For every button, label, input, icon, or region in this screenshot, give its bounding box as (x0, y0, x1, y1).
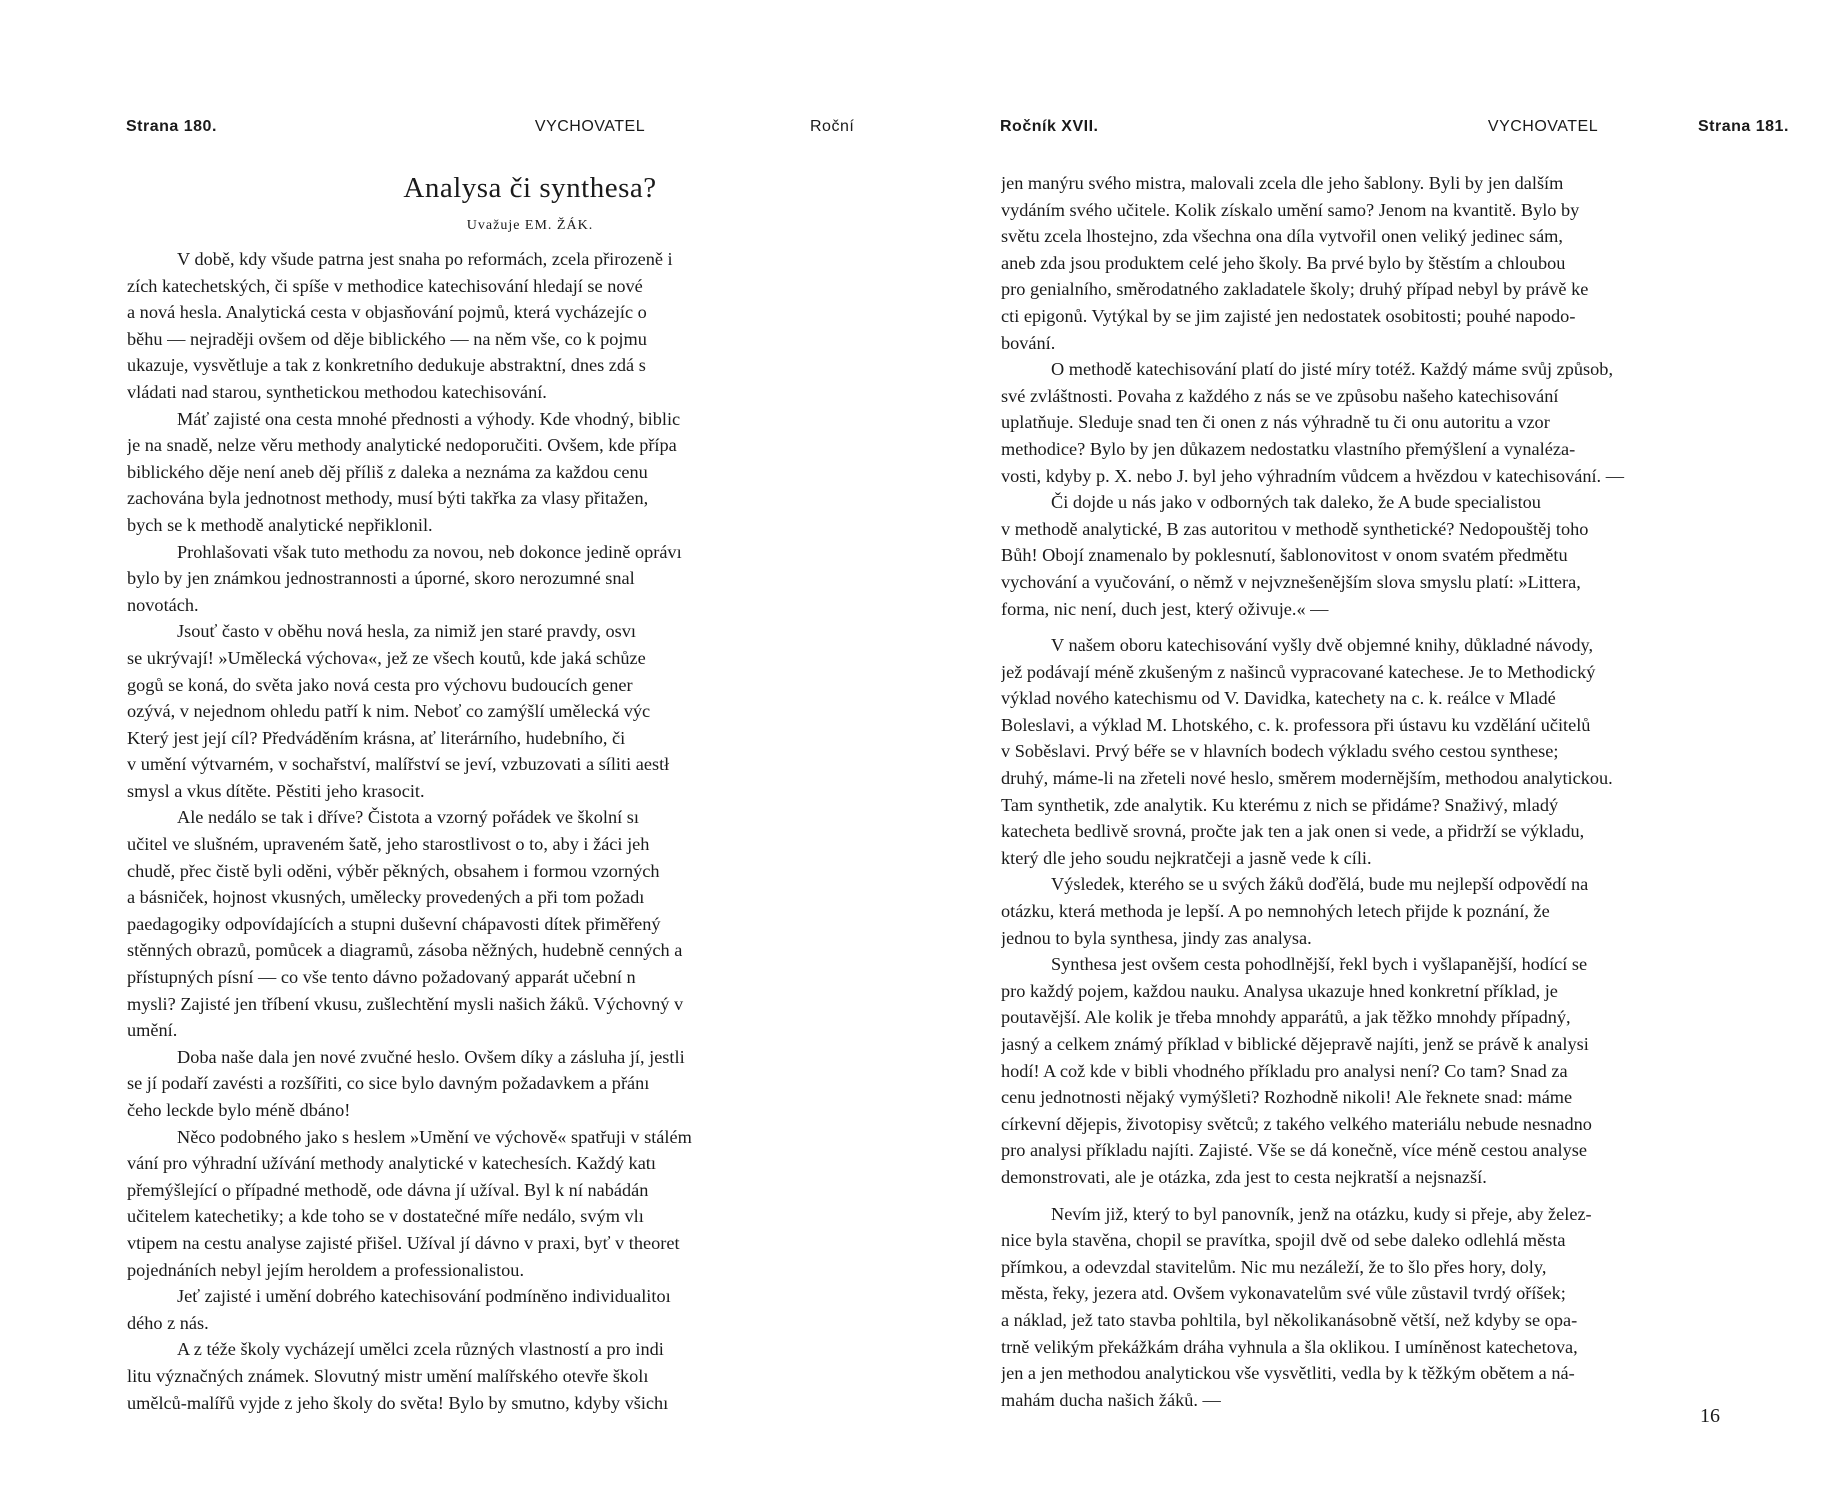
text-line: forma, nic není, duch jest, který oživuje.« — (1001, 598, 1329, 619)
paragraph-gap (1001, 1191, 1703, 1201)
text-line: vydáním svého učitele. Kolik získalo umění samo? Jenom na kvantitě. Bylo by (1001, 199, 1580, 220)
right-text-column (1001, 170, 1703, 1413)
text-line: smysl a vkus dítěte. Pěstiti jeho krasocit. (127, 780, 425, 801)
text-line: se ukrývají! »Umělecká výchova«, jež ze všech koutů, kde jaká schůze (127, 647, 646, 668)
text-line: pro genialního, směrodatného zakladatele školy; druhý případ nebyl by právě ke (1001, 279, 1589, 300)
text-line: cti epigonů. Vytýkal by se jim zajisté jen nedostatek osobitosti; pouhé napodo- (1001, 305, 1576, 326)
left-text-column (127, 246, 859, 1416)
text-line: své zvláštnosti. Povaha z každého z nás se ve způsobu našeho katechisování (1001, 385, 1559, 406)
text-line: Či dojde u nás jako v odborných tak daleko, že A bude specialistou (1051, 492, 1541, 513)
text-line: Doba naše dala jen nové zvučné heslo. Ovšem díky a zásluha jí, jestli (177, 1046, 685, 1067)
text-line: ozývá, v nejednom ohledu patří k nim. Neboť co zamýšlí umělecká výc (127, 701, 651, 722)
text-line: litu význačných známek. Slovutný mistr umění malířského otevře školı (127, 1365, 649, 1386)
text-line: Výsledek, kterého se u svých žáků doďělá, bude mu nejlepší odpovědí na (1051, 874, 1589, 895)
text-line: vládati nad starou, synthetickou methodou katechisování. (127, 381, 547, 402)
text-line: vání pro výhradní užívání methody analytické v katechesích. Každý katı (127, 1153, 656, 1174)
text-line: biblického děje není aneb děj příliš z daleka a neznáma za každou cenu (127, 461, 648, 482)
text-line: Jsouť často v oběhu nová hesla, za nimiž jen staré pravdy, osvı (177, 621, 636, 642)
text-line: V našem oboru katechisování vyšly dvě objemné knihy, důkladné návody, (1051, 635, 1594, 656)
text-line: Ale nedálo se tak i dříve? Čistota a vzorný pořádek ve školní sı (177, 807, 639, 828)
text-line: cenu jednotnosti nějaký vymýšleti? Rozhodně nikoli! Ale řeknete snad: máme (1001, 1087, 1573, 1108)
text-line: gogů se koná, do světa jako nová cesta pro výchovu budoucích gener (127, 674, 633, 695)
text-line: jasný a celkem známý příklad v biblické dějepravě najíti, jenž se právě k analysi (1001, 1034, 1589, 1054)
text-line: pro každý pojem, každou nauku. Analysa ukazuje hned konkretní příklad, je (1001, 980, 1558, 1001)
text-line: poutavější. Ale kolik je třeba mnohdy apparátů, a jak těžko mnohdy případný, (1001, 1007, 1571, 1028)
text-line: Jeť zajisté i umění dobrého katechisování podmíněno individualitoı (177, 1286, 671, 1307)
text-line: nice byla stavěna, chopil se pravítka, spojil dvě od sebe daleko odlehlá města (1001, 1230, 1566, 1251)
right-header-page-label: Strana 181. (1698, 118, 1789, 135)
text-line: v Soběslavi. Prvý béře se v hlavních bodech výkladu svého cestou synthese; (1001, 741, 1559, 762)
text-line: druhý, máme-li na zřeteli nové heslo, směrem modernějším, methodou analytickou. (1001, 768, 1613, 789)
text-line: chudě, přec čistě byli oděni, výběr pěkných, obsahem i formou vzorných (127, 860, 660, 881)
text-line: učitel ve slušném, upraveném šatě, jeho starostlivost o to, aby i žáci jeh (127, 834, 650, 855)
text-line: umění. (127, 1020, 178, 1041)
text-line: hodí! A což kde v bibli vhodného příkladu pro analysi není? Co tam? Snad za (1001, 1060, 1568, 1081)
text-line: přímkou, a odevzdal stavitelům. Nic mu nezáleží, že to šlo přes hory, doly, (1001, 1256, 1547, 1277)
text-line: v umění výtvarném, v sochařství, malířství se jeví, vzbuzovati a síliti aestł (127, 754, 670, 775)
text-line: stěnných obrazů, pomůcek a diagramů, zásoba něžných, hudebně cenných a (127, 940, 683, 961)
text-line: je na snadě, nelze věru methody analytické nedoporučiti. Ovšem, kde přípa (127, 435, 677, 456)
text-line: A z téže školy vycházejí umělci zcela různých vlastností a pro indi (177, 1339, 664, 1360)
text-line: paedagogiky odpovídajících a stupni duševní chápavosti dítek přiměřený (127, 913, 661, 934)
text-line: Máť zajisté ona cesta mnohé přednosti a výhody. Kde vhodný, biblic (177, 408, 681, 429)
text-line: trně velikým překážkám dráha vyhnula a šla oklikou. I umíněnost katechetova, (1001, 1336, 1578, 1357)
right-page (918, 0, 1836, 1500)
text-line: jednou to byla synthesa, jindy zas analysa. (1001, 927, 1312, 948)
text-line: v methodě analytické, B zas autoritou v methodě synthetické? Nedopouštěj toho (1001, 518, 1589, 539)
text-line: Synthesa jest ovšem cesta pohodlnější, řekl bych i vyšlapanější, hodící se (1051, 954, 1588, 975)
article-byline: Uvažuje EM. ŽÁK. (466, 218, 594, 233)
article-title: Analysa či synthesa? (403, 172, 657, 204)
text-line: V době, kdy všude patrna jest snaha po reformách, zcela přirozeně i (177, 249, 673, 269)
text-line: aneb zda jsou produktem celé jeho školy. Ba prvé bylo by štěstím a chloubou (1001, 252, 1566, 273)
text-line: umělců-malířů vyjde z jeho školy do světa! Bylo by smutno, kdyby všichı (127, 1392, 669, 1413)
text-line: Který jest její cíl? Předváděním krásna, ať literárního, hudebního, či (127, 727, 626, 748)
text-line: bování. (1001, 332, 1056, 353)
text-line: vosti, kdyby p. X. nebo J. byl jeho výhradním vůdcem a hvězdou v katechisování. — (1001, 465, 1624, 486)
text-line: dého z nás. (127, 1312, 209, 1333)
text-line: novotách. (127, 594, 199, 615)
text-line: ukazuje, vysvětluje a tak z konkretního dedukuje abstraktní, dnes zdá s (127, 355, 646, 376)
text-line: mahám ducha našich žáků. — (1001, 1389, 1221, 1410)
text-line: a náklad, jež tato stavba pohltila, byl několikanásobně větší, než kdyby se opa- (1001, 1309, 1578, 1330)
page-number: 16 (1700, 1405, 1720, 1427)
text-line: demonstrovati, ale je otázka, zda jest to cesta nejkratší a nejsnazší. (1001, 1166, 1487, 1187)
text-line: jež podávají méně zkušeným z našinců vypracované katechese. Je to Methodický (1001, 661, 1596, 682)
text-line: světu zcela lhostejno, zda všechna ona díla vytvořil onen veliký jedinec sám, (1001, 226, 1563, 247)
text-line: církevní dějepis, životopisy světců; z takého velkého materiálu nebude nesnadno (1001, 1113, 1592, 1134)
text-line: běhu — nejraději ovšem od děje biblického — na něm vše, co k pojmu (127, 328, 647, 349)
text-line: vychování a vyučování, o němž v nejvznešenějším slova smyslu platí: »Littera, (1001, 571, 1581, 592)
paragraph-gap (1001, 622, 1703, 632)
text-line: jen manýru svého mistra, malovali zcela dle jeho šablony. Byli by jen dalším (1001, 173, 1564, 193)
text-line: Něco podobného jako s heslem »Umění ve výchově« spatřuji v stálém (177, 1126, 692, 1147)
text-line: města, řeky, jezera atd. Ovšem vykonavatelům své vůle zůstavil tvrdý oříšek; (1001, 1283, 1566, 1304)
text-line: katecheta bedlivě srovná, pročte jak ten a jak onen si vede, a přidrží se výkladu, (1001, 821, 1585, 842)
left-header-journal-title: VYCHOVATEL (534, 118, 646, 135)
text-line: pro analysi příkladu najíti. Zajisté. Vše se dá konečně, více méně cestou analyse (1001, 1140, 1587, 1161)
text-line: mysli? Zajisté jen tříbení vkusu, zušlechtění mysli našich žáků. Výchovný v (127, 993, 684, 1014)
text-line: zachována byla jednotnost methody, musí býti takřka za vlasy přitažen, (127, 488, 649, 509)
text-line: učitelem katechetiky; a kde toho se v dostatečné míře nedálo, svým vlı (127, 1206, 644, 1227)
text-line: Bůh! Obojí znamenalo by poklesnutí, šablonovitost v onom svatém předmětu (1001, 545, 1568, 566)
text-line: otázku, která methoda je lepší. A po nemnohých letech přijde k poznání, že (1001, 901, 1550, 922)
text-line: methodice? Bylo by jen důkazem nedostatku vlastního přemýšlení a vynaléza- (1001, 438, 1576, 459)
text-line: Nevím již, který to byl panovník, jenž na otázku, kudy si přeje, aby želez- (1051, 1203, 1592, 1224)
text-line: Boleslavi, a výklad M. Lhotského, c. k. professora při ústavu ku vzdělání učitelů (1001, 714, 1591, 735)
text-line: výklad nového katechismu od V. Davidka, katechety na c. k. reálce v Mladé (1001, 688, 1556, 709)
text-line: čeho leckde bylo méně dbáno! (127, 1100, 351, 1120)
left-header-page-label: Strana 180. (126, 118, 217, 135)
text-line: jen a jen methodou analytickou vše vysvětliti, vedla by k těžkým obětem a ná- (1001, 1363, 1575, 1384)
text-line: přemýšlející o případné methodě, ode dávna jí užíval. Byl k ní nabádán (127, 1179, 649, 1200)
text-line: bych se k methodě analytické nepřiklonil. (127, 514, 433, 535)
text-line: O methodě katechisování platí do jisté míry totéž. Každý máme svůj způsob, (1051, 359, 1614, 380)
text-line: a nová hesla. Analytická cesta v objasňování pojmů, která vycházejíc o (127, 302, 647, 323)
text-line: který dle jeho soudu nejkratčeji a jasně vede k cíli. (1001, 847, 1372, 868)
text-line: Tam synthetik, zde analytik. Ku kterému z nich se přidáme? Snaživý, mladý (1001, 794, 1559, 815)
text-line: a básniček, hojnost vkusných, umělecky provedených a při tom požadı (127, 887, 645, 908)
right-header-journal-title: VYCHOVATEL (1487, 118, 1599, 135)
text-line: Prohlašovati však tuto methodu za novou, neb dokonce jedině oprávı (177, 541, 682, 562)
text-line: přístupných písní — co vše tento dávno požadovaný apparát učební n (127, 967, 636, 988)
text-line: uplatňuje. Sleduje snad ten či onen z nás výhradně tu či onu autoritu a vzor (1001, 412, 1550, 433)
right-header-volume-label: Ročník XVII. (1000, 118, 1099, 135)
text-line: zích katechetských, či spíše v methodice katechisování hledají se nové (127, 275, 643, 296)
left-header-volume-label: Roční (810, 118, 855, 135)
text-line: bylo by jen známkou jednostrannosti a úporné, skoro nerozumné snal (127, 568, 635, 589)
text-line: se jí podaří zavésti a rozšířiti, co sice bylo davným požadavkem a přánı (127, 1073, 650, 1094)
text-line: pojednáních nebyl jejím heroldem a professionalistou. (127, 1259, 525, 1280)
text-line: vtipem na cestu analyse zajisté přišel. Užíval jí dávno v praxi, byť v theoret (127, 1232, 680, 1253)
